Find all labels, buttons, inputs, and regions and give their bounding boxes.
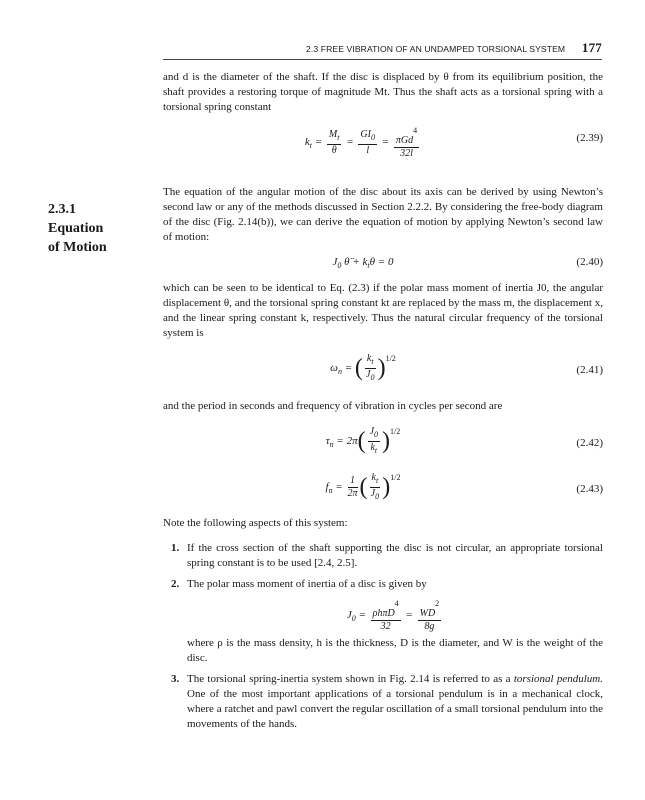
paragraph-5: Note the following aspects of this system: [163, 517, 348, 529]
list-item: 2. The polar mass moment of inertia of a disc is given by $J_0$ = $\frac{\rho h\pi D^4}{32}$ = $\frac{WD^2}{8g}$ where ρ is the mass density, h is the thickness, D is the diameter, and W is the weight of the disc. [171, 578, 603, 664]
equation-2-39 [163, 125, 603, 159]
equation-number: (2.42) [576, 437, 603, 449]
main-text [163, 70, 603, 738]
paragraph-1: and d is the diameter of the shaft. If the disc is displaced by θ from its equilibrium position, the shaft provides a restoring torque of magnitude Mt. Thus the shaft acts as a torsional spring with a torsional spring constant [163, 71, 603, 113]
section-heading [48, 200, 158, 257]
equation-number: (2.43) [576, 483, 603, 495]
paragraph-6: where ρ is the mass density, h is the thickness, D is the diameter, and W is the weight of the disc. [187, 637, 603, 664]
paragraph-3: which can be seen to be identical to Eq. (2.3) if the polar mass moment of inertia J0, the angular displacement θ, and the torsional spring constant kt are replaced by the mass m, the displacement x, and the linear spring constant k, respectively. Thus the natural circular frequency of the torsional system is [163, 282, 603, 339]
equation-2-43 [163, 470, 603, 508]
equation-body: $k_t$ = $\frac{M_t}{\theta}$ = $\frac{GI_0}{l}$ = $\frac{\pi Gd^4}{32l}$ [304, 126, 418, 159]
equation-body: $\omega_n$ = ( $\frac{k_t}{J_0}$ )$^{1/2}$ [330, 352, 396, 382]
equation-body: $J_0$ = $\frac{\rho h\pi D^4}{32}$ = $\frac{WD^2}{8g}$ [346, 599, 440, 632]
aspects-list [163, 541, 603, 732]
header-rule [163, 59, 602, 60]
list-item: 1. If the cross section of the shaft supporting the disc is not circular, an appropriate torsional spring constant is to be used [2.4, 2.5]. [171, 542, 603, 569]
equation-body: $f_n$ = $\frac{1}{2\pi}$ ( $\frac{k_t}{J_0}$ )$^{1/2}$ [325, 471, 401, 501]
page-number: 177 [581, 40, 602, 55]
equation-number: (2.40) [576, 256, 603, 268]
equation-number: (2.41) [576, 364, 603, 376]
paragraph-2: The equation of the angular motion of the disc about its axis can be derived by using Newton’s second law or any of the methods discussed in Section 2.2.2. By considering the free-body diagram of the disc (Fig. 2.14(b)), we can derive the equation of motion by applying Newton’s second law of motion: [163, 186, 603, 243]
equation-polar-inertia [187, 598, 603, 632]
equation-2-41 [163, 351, 603, 391]
section-title-line1: Equation [48, 221, 104, 236]
list-item: 3. The torsional spring-inertia system shown in Fig. 2.14 is referred to as a torsional pendulum. One of the most important applications of a torsional pendulum is in a mechanical clock, where a ratchet and pawl convert the regular oscillation of a small torsional pendulum into the movements of the hands. [171, 673, 603, 730]
equation-2-42 [163, 424, 603, 462]
equation-body: $\tau_n = 2\pi$( $\frac{J_0}{k_t}$ )$^{1/2}$ [325, 425, 401, 455]
running-title: 2.3 FREE VIBRATION OF AN UNDAMPED TORSIONAL SYSTEM [305, 44, 566, 54]
running-header [0, 40, 602, 56]
equation-2-40 [163, 255, 603, 273]
equation-number: (2.39) [576, 132, 603, 144]
section-number: 2.3.1 [48, 202, 76, 217]
equation-body: $J_0$ θ̈ + $k_t\theta = 0$ [332, 256, 394, 270]
section-title-line2: of Motion [48, 240, 107, 255]
paragraph-4: and the period in seconds and frequency of vibration in cycles per second are [163, 400, 503, 412]
